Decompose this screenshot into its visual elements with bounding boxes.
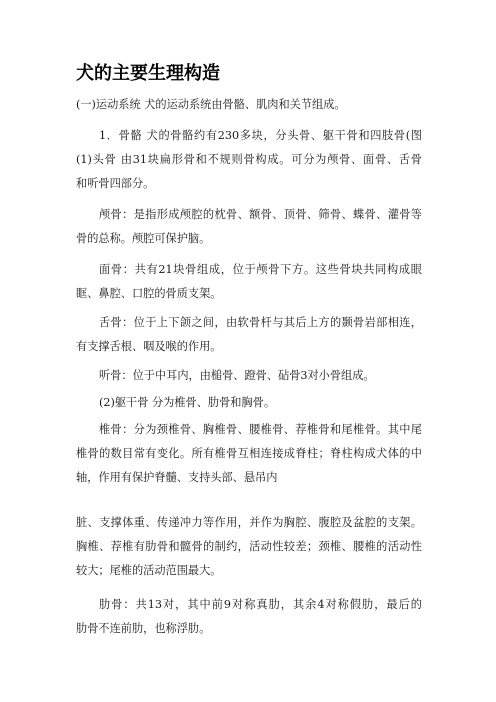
text-line: (2)躯干骨 分为椎骨、肋骨和胸骨。 — [99, 396, 276, 409]
text-line: 和听骨四部分。 — [76, 177, 155, 190]
text-line: 较大；尾椎的活动范围最大。 — [76, 564, 222, 577]
text-line: 舌骨：位于上下颌之间，由软骨杆与其后上方的颞骨岩部相连， — [99, 316, 422, 329]
paragraph-facial-bones — [76, 258, 422, 306]
paragraph-trunk-bones — [76, 391, 422, 415]
text-line: 椎骨的数目常有变化。所有椎骨互相连接成脊柱；脊柱构成犬体的中 — [76, 447, 422, 460]
text-line: 胸椎、荐椎有肋骨和髋骨的制约，活动性较差；颈椎、腰椎的活动性 — [76, 540, 422, 553]
text-line: 有支撑舌根、咽及喉的作用。 — [76, 340, 222, 353]
text-line: (一)运动系统 犬的运动系统由骨骼、肌肉和关节组成。 — [76, 98, 346, 111]
paragraph-ear-bones — [76, 364, 422, 388]
text-line: 脏、支撑体重、传递冲力等作用，并作为胸腔、腹腔及盆腔的支架。 — [76, 516, 422, 529]
paragraph-skeleton — [76, 124, 422, 196]
text-line: 眶、鼻腔、口腔的骨质支架。 — [76, 287, 222, 300]
text-line: 1．骨骼 犬的骨骼约有230多块，分头骨、躯干骨和四肢骨(图 — [99, 129, 422, 142]
paragraph-motor-system — [76, 93, 422, 117]
text-line: 面骨：共有21块骨组成，位于颅骨下方。这些骨块共同构成眼 — [99, 263, 422, 276]
text-line: 轴，作用有保护脊髓、支持头部、悬吊内 — [76, 471, 278, 484]
text-line: 骨的总称。颅腔可保护脑。 — [76, 232, 211, 245]
paragraph-hyoid-bone — [76, 311, 422, 359]
text-line: 颅骨：是指形成颅腔的枕骨、额骨、顶骨、筛骨、蝶骨、灌骨等 — [99, 208, 422, 221]
text-line: 椎骨：分为颈椎骨、胸椎骨、腰椎骨、荐椎骨和尾椎骨。其中尾 — [99, 423, 422, 436]
text-line: 肋骨不连前肋，也称浮肋。 — [76, 622, 211, 635]
text-line: 肋骨：共13对，其中前9对称真肋，其余4对称假肋，最后的 — [99, 598, 422, 611]
paragraph-vertebrae-continued — [76, 511, 422, 583]
paragraph-ribs — [76, 593, 422, 641]
paragraph-vertebrae — [76, 418, 422, 490]
paragraph-cranial-bones — [76, 203, 422, 251]
text-line: (1)头骨 由31块扁形骨和不规则骨构成。可分为颅骨、面骨、舌骨 — [76, 153, 422, 166]
document-title: 犬的主要生理构造 — [76, 63, 220, 84]
text-line: 听骨：位于中耳内，由槌骨、蹬骨、砧骨3对小骨组成。 — [99, 369, 375, 382]
